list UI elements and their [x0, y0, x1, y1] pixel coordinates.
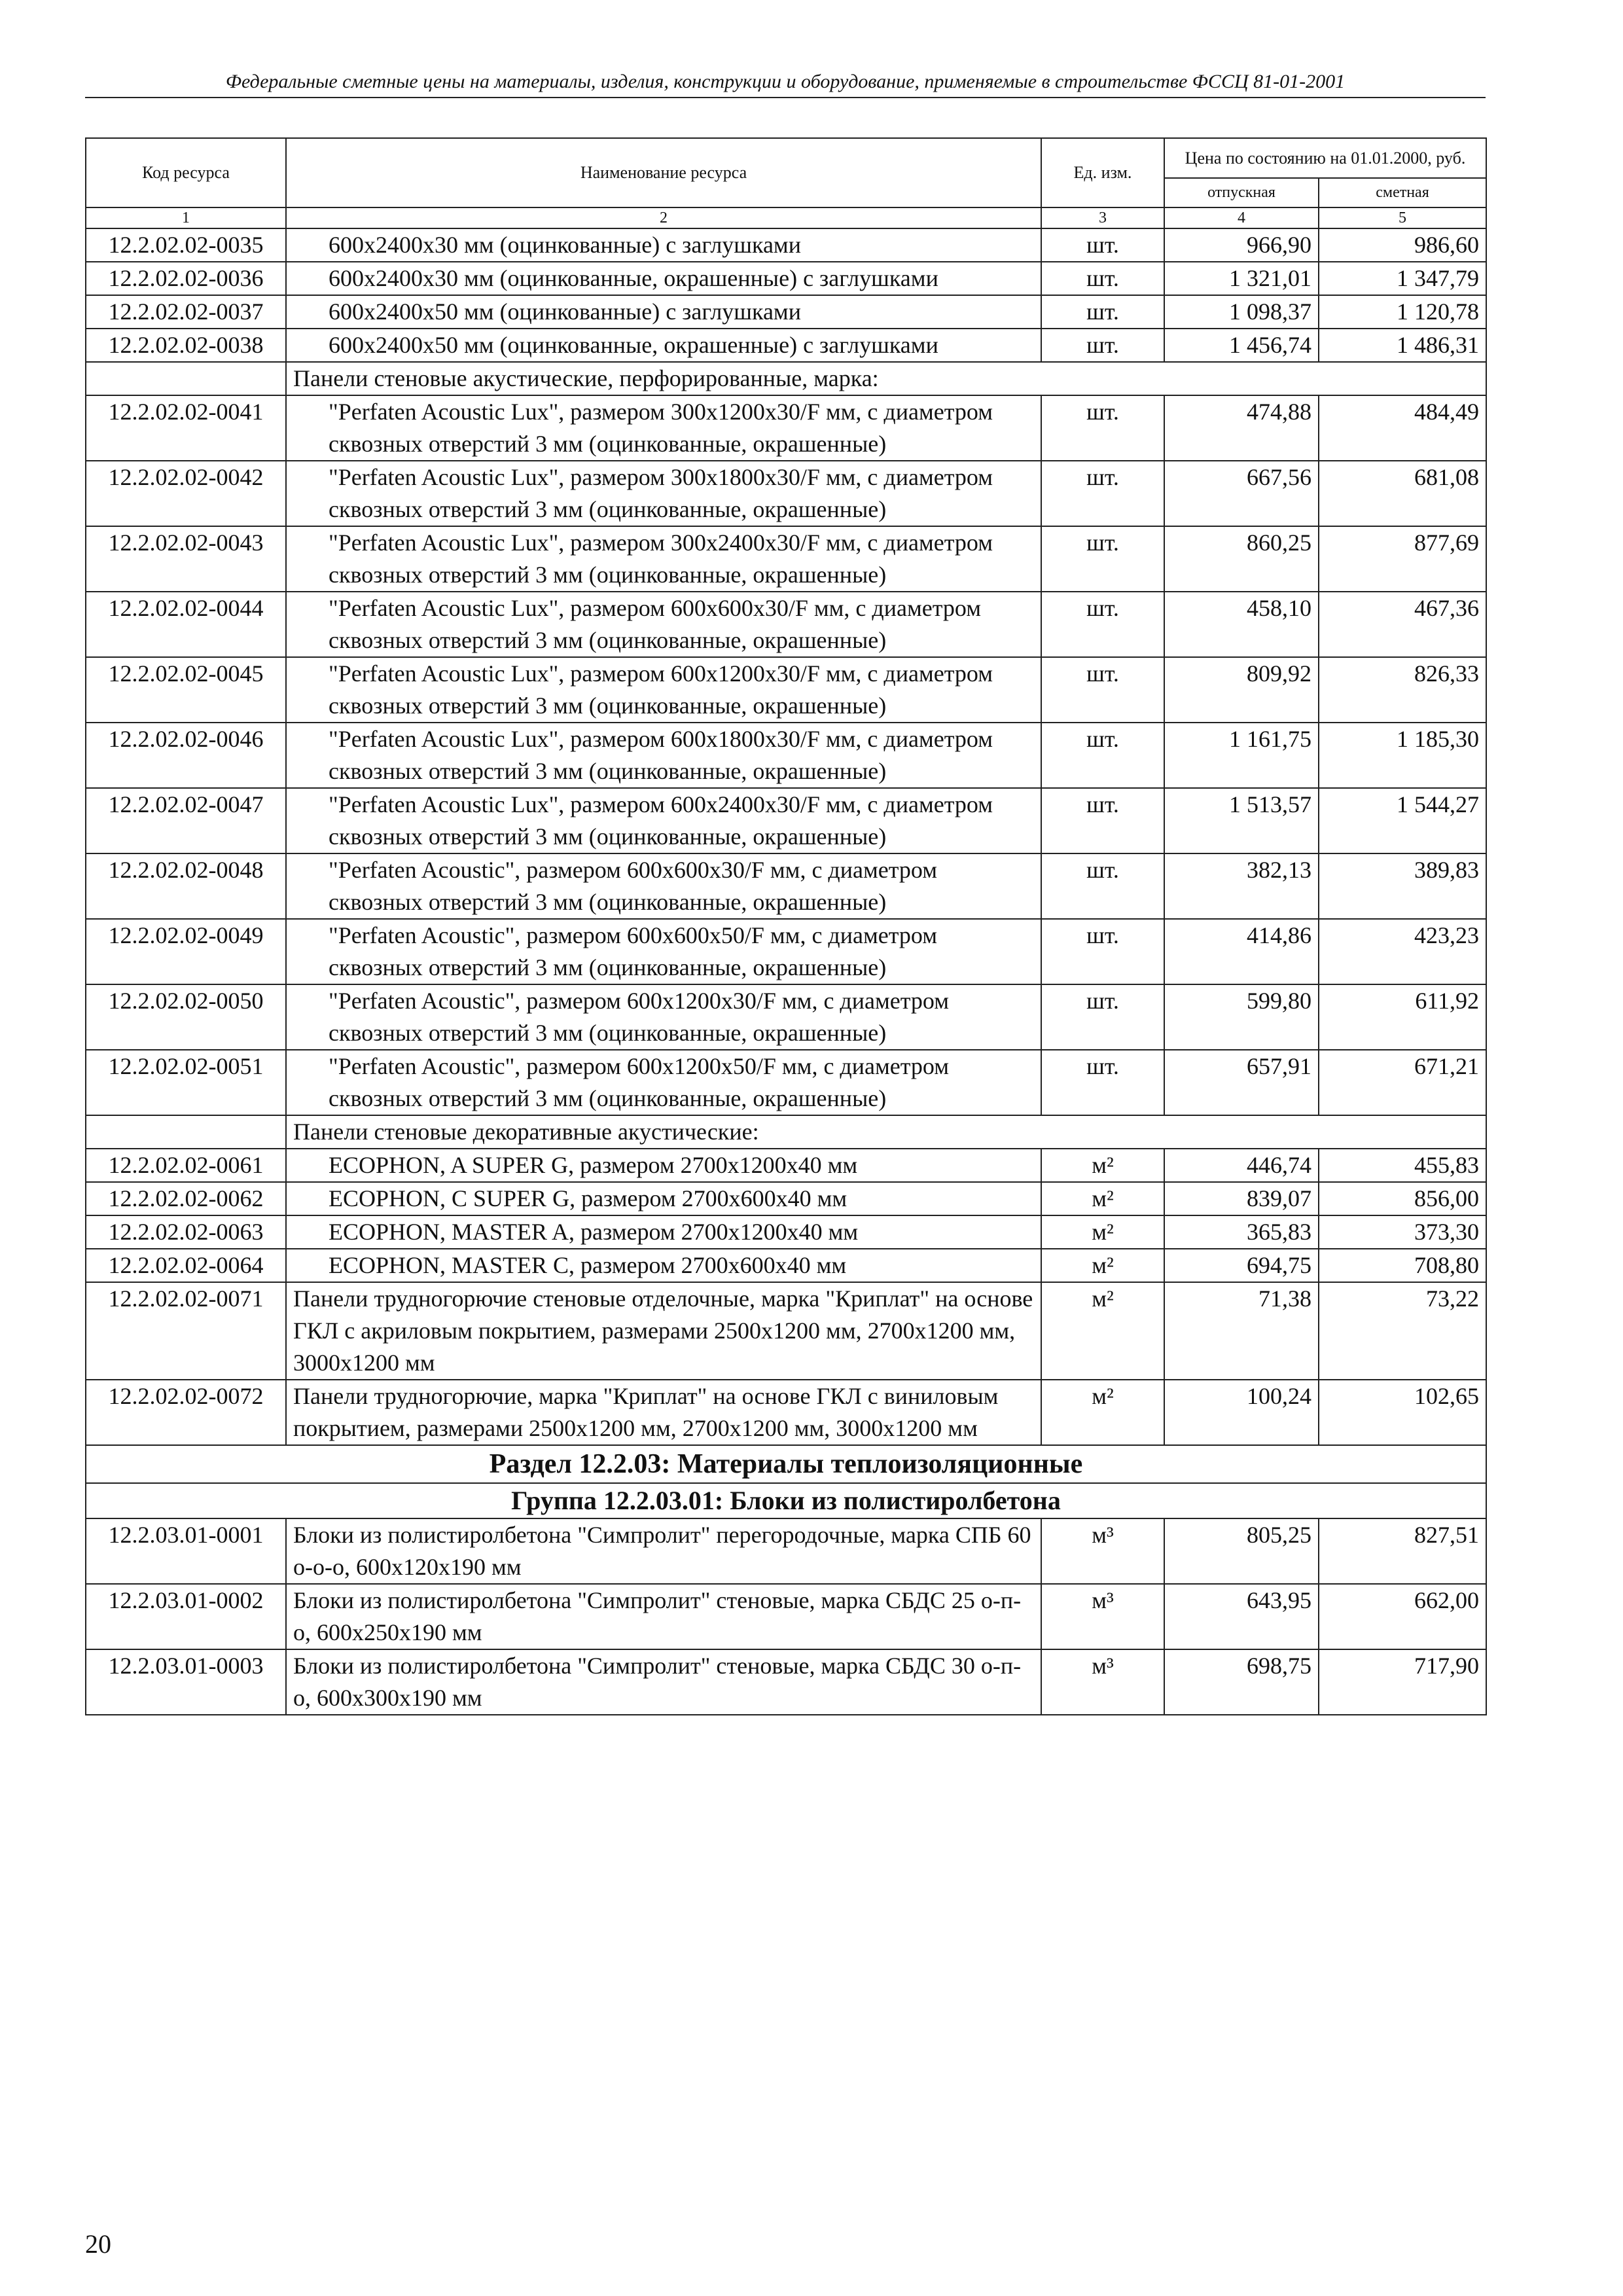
- table-row: [86, 1149, 1486, 1182]
- unit: м²: [1041, 1149, 1164, 1182]
- estimate-price: 423,23: [1319, 919, 1486, 984]
- estimate-price: 671,21: [1319, 1050, 1486, 1115]
- estimate-price: 856,00: [1319, 1182, 1486, 1215]
- resource-name-cell: [286, 984, 1041, 1050]
- group-title: Панели стеновые акустические, перфорированные, марка:: [286, 362, 1486, 395]
- unit: шт.: [1041, 329, 1164, 362]
- resource-name-cell: [286, 919, 1041, 984]
- resource-name-cell: [286, 592, 1041, 657]
- table-row: [86, 329, 1486, 362]
- estimate-price: 827,51: [1319, 1518, 1486, 1584]
- estimate-price: 1 486,31: [1319, 329, 1486, 362]
- resource-name: Блоки из полистиролбетона "Симпролит" перегородочные, марка СПБ 60 о-о-о, 600x120x190 мм: [293, 1522, 1031, 1580]
- empty-cell: [86, 362, 286, 395]
- table-row: [86, 1282, 1486, 1380]
- table-row: [86, 657, 1486, 723]
- estimate-price: 455,83: [1319, 1149, 1486, 1182]
- release-price: 839,07: [1164, 1182, 1319, 1215]
- resource-code: 12.2.03.01-0001: [86, 1518, 286, 1584]
- estimate-price: 662,00: [1319, 1584, 1486, 1649]
- resource-name: "Perfaten Acoustic", размером 600x1200x30/F мм, с диаметром сквозных отверстий 3 мм (оцинкованные, окрашенные): [329, 988, 950, 1046]
- unit: шт.: [1041, 395, 1164, 461]
- resource-code: 12.2.02.02-0035: [86, 228, 286, 262]
- table-row: [86, 984, 1486, 1050]
- resource-name-cell: [286, 1649, 1041, 1715]
- resource-code: 12.2.02.02-0063: [86, 1215, 286, 1249]
- resource-name-cell: [286, 788, 1041, 853]
- release-price: 100,24: [1164, 1380, 1319, 1445]
- resource-name: "Perfaten Acoustic Lux", размером 600x1200x30/F мм, с диаметром сквозных отверстий 3 мм (оцинкованные, окрашенные): [329, 660, 993, 719]
- unit: м²: [1041, 1249, 1164, 1282]
- group-heading-row: [86, 1483, 1486, 1518]
- estimate-price: 373,30: [1319, 1215, 1486, 1249]
- resource-name: Блоки из полистиролбетона "Симпролит" стеновые, марка СБДС 25 о-п-о, 600x250x190 мм: [293, 1587, 1022, 1645]
- col-header-name: Наименование ресурса: [286, 138, 1041, 207]
- unit: м²: [1041, 1215, 1164, 1249]
- resource-name-cell: [286, 526, 1041, 592]
- resource-code: 12.2.02.02-0062: [86, 1182, 286, 1215]
- resource-name-cell: [286, 1282, 1041, 1380]
- resource-name-cell: [286, 1050, 1041, 1115]
- release-price: 382,13: [1164, 853, 1319, 919]
- resource-name-cell: [286, 1182, 1041, 1215]
- release-price: 657,91: [1164, 1050, 1319, 1115]
- resource-code: 12.2.02.02-0047: [86, 788, 286, 853]
- resource-name: Панели трудногорючие, марка "Криплат" на основе ГКЛ с виниловым покрытием, размерами 2500x1200 мм, 2700x1200 мм, 3000x1200 мм: [293, 1383, 999, 1441]
- unit: м³: [1041, 1518, 1164, 1584]
- release-price: 1 321,01: [1164, 262, 1319, 295]
- estimate-price: 826,33: [1319, 657, 1486, 723]
- resource-name-cell: [286, 853, 1041, 919]
- release-price: 446,74: [1164, 1149, 1319, 1182]
- unit: м³: [1041, 1584, 1164, 1649]
- resource-code: 12.2.02.02-0051: [86, 1050, 286, 1115]
- group-row: [86, 362, 1486, 395]
- col-number: 3: [1041, 207, 1164, 228]
- resource-code: 12.2.02.02-0045: [86, 657, 286, 723]
- estimate-price: 389,83: [1319, 853, 1486, 919]
- unit: шт.: [1041, 919, 1164, 984]
- resource-name-cell: [286, 1149, 1041, 1182]
- resource-code: 12.2.02.02-0046: [86, 723, 286, 788]
- release-price: 966,90: [1164, 228, 1319, 262]
- col-number: 1: [86, 207, 286, 228]
- resource-name: Блоки из полистиролбетона "Симпролит" стеновые, марка СБДС 30 о-п-о, 600x300x190 мм: [293, 1653, 1022, 1711]
- unit: шт.: [1041, 461, 1164, 526]
- resource-name-cell: [286, 1584, 1041, 1649]
- table-row: [86, 853, 1486, 919]
- table-row: [86, 1584, 1486, 1649]
- group-title: Панели стеновые декоративные акустические:: [286, 1115, 1486, 1149]
- resource-name: 600x2400x30 мм (оцинкованные, окрашенные) с заглушками: [329, 265, 938, 291]
- resource-code: 12.2.02.02-0042: [86, 461, 286, 526]
- resource-code: 12.2.02.02-0064: [86, 1249, 286, 1282]
- resource-code: 12.2.02.02-0036: [86, 262, 286, 295]
- release-price: 71,38: [1164, 1282, 1319, 1380]
- resource-name-cell: [286, 1249, 1041, 1282]
- col-header-code: Код ресурса: [86, 138, 286, 207]
- resource-name-cell: [286, 657, 1041, 723]
- resource-code: 12.2.02.02-0071: [86, 1282, 286, 1380]
- page-number: 20: [85, 2229, 111, 2259]
- release-price: 1 098,37: [1164, 295, 1319, 329]
- unit: шт.: [1041, 262, 1164, 295]
- release-price: 1 161,75: [1164, 723, 1319, 788]
- release-price: 809,92: [1164, 657, 1319, 723]
- table-row: [86, 1215, 1486, 1249]
- price-table: [85, 137, 1487, 1715]
- release-price: 414,86: [1164, 919, 1319, 984]
- resource-code: 12.2.02.02-0037: [86, 295, 286, 329]
- table-row: [86, 262, 1486, 295]
- resource-code: 12.2.03.01-0003: [86, 1649, 286, 1715]
- table-row: [86, 395, 1486, 461]
- table-body: [86, 228, 1486, 1715]
- table-row: [86, 1518, 1486, 1584]
- table-row: [86, 295, 1486, 329]
- unit: шт.: [1041, 295, 1164, 329]
- resource-name: "Perfaten Acoustic", размером 600x1200x50/F мм, с диаметром сквозных отверстий 3 мм (оцинкованные, окрашенные): [329, 1053, 950, 1111]
- col-header-price: Цена по состоянию на 01.01.2000, руб.: [1164, 138, 1486, 178]
- table-row: [86, 228, 1486, 262]
- col-number: 4: [1164, 207, 1319, 228]
- col-number: 2: [286, 207, 1041, 228]
- resource-name: 600x2400x50 мм (оцинкованные) с заглушками: [329, 298, 801, 325]
- group-row: [86, 1115, 1486, 1149]
- estimate-price: 1 347,79: [1319, 262, 1486, 295]
- table-row: [86, 788, 1486, 853]
- resource-name: "Perfaten Acoustic Lux", размером 300x1800x30/F мм, с диаметром сквозных отверстий 3 мм (оцинкованные, окрашенные): [329, 464, 993, 522]
- resource-code: 12.2.02.02-0072: [86, 1380, 286, 1445]
- release-price: 805,25: [1164, 1518, 1319, 1584]
- resource-name: Панели трудногорючие стеновые отделочные, марка "Криплат" на основе ГКЛ с акриловым покрытием, размерами 2500x1200 мм, 2700x1200 мм, 3000x1200 мм: [293, 1285, 1033, 1376]
- table-row: [86, 1249, 1486, 1282]
- estimate-price: 708,80: [1319, 1249, 1486, 1282]
- unit: м²: [1041, 1182, 1164, 1215]
- estimate-price: 1 185,30: [1319, 723, 1486, 788]
- resource-name-cell: [286, 295, 1041, 329]
- estimate-price: 102,65: [1319, 1380, 1486, 1445]
- col-header-estimate: сметная: [1319, 178, 1486, 207]
- unit: шт.: [1041, 657, 1164, 723]
- unit: шт.: [1041, 228, 1164, 262]
- estimate-price: 611,92: [1319, 984, 1486, 1050]
- unit: шт.: [1041, 592, 1164, 657]
- col-header-unit: Ед. изм.: [1041, 138, 1164, 207]
- release-price: 694,75: [1164, 1249, 1319, 1282]
- resource-code: 12.2.02.02-0038: [86, 329, 286, 362]
- resource-name: ECOPHON, A SUPER G, размером 2700x1200x40 мм: [329, 1152, 858, 1178]
- unit: шт.: [1041, 723, 1164, 788]
- col-header-release: отпускная: [1164, 178, 1319, 207]
- group-heading: Группа 12.2.03.01: Блоки из полистиролбетона: [86, 1483, 1486, 1518]
- resource-code: 12.2.02.02-0048: [86, 853, 286, 919]
- resource-code: 12.2.02.02-0043: [86, 526, 286, 592]
- release-price: 458,10: [1164, 592, 1319, 657]
- estimate-price: 484,49: [1319, 395, 1486, 461]
- table-row: [86, 1649, 1486, 1715]
- resource-name-cell: [286, 395, 1041, 461]
- release-price: 474,88: [1164, 395, 1319, 461]
- estimate-price: 1 544,27: [1319, 788, 1486, 853]
- table-row: [86, 461, 1486, 526]
- page-header: Федеральные сметные цены на материалы, изделия, конструкции и оборудование, применяемые в строительстве ФССЦ 81-01-2001: [85, 71, 1486, 98]
- table-row: [86, 592, 1486, 657]
- release-price: 698,75: [1164, 1649, 1319, 1715]
- resource-name-cell: [286, 228, 1041, 262]
- resource-name: ECOPHON, MASTER A, размером 2700x1200x40 мм: [329, 1219, 859, 1245]
- unit: шт.: [1041, 853, 1164, 919]
- resource-code: 12.2.02.02-0050: [86, 984, 286, 1050]
- table-row: [86, 919, 1486, 984]
- release-price: 1 513,57: [1164, 788, 1319, 853]
- table-row: [86, 1050, 1486, 1115]
- estimate-price: 877,69: [1319, 526, 1486, 592]
- release-price: 667,56: [1164, 461, 1319, 526]
- unit: шт.: [1041, 1050, 1164, 1115]
- release-price: 1 456,74: [1164, 329, 1319, 362]
- unit: м²: [1041, 1380, 1164, 1445]
- table-row: [86, 723, 1486, 788]
- resource-name: 600x2400x50 мм (оцинкованные, окрашенные) с заглушками: [329, 332, 938, 358]
- resource-code: 12.2.03.01-0002: [86, 1584, 286, 1649]
- section-title: Раздел 12.2.03: Материалы теплоизоляционные: [86, 1445, 1486, 1483]
- unit: шт.: [1041, 788, 1164, 853]
- estimate-price: 467,36: [1319, 592, 1486, 657]
- resource-name: "Perfaten Acoustic", размером 600x600x50/F мм, с диаметром сквозных отверстий 3 мм (оцинкованные, окрашенные): [329, 922, 938, 980]
- estimate-price: 986,60: [1319, 228, 1486, 262]
- unit: шт.: [1041, 984, 1164, 1050]
- resource-name: "Perfaten Acoustic", размером 600x600x30/F мм, с диаметром сквозных отверстий 3 мм (оцинкованные, окрашенные): [329, 857, 938, 915]
- release-price: 860,25: [1164, 526, 1319, 592]
- resource-name: ECOPHON, C SUPER G, размером 2700x600x40 мм: [329, 1185, 847, 1211]
- unit: м³: [1041, 1649, 1164, 1715]
- section-row: [86, 1445, 1486, 1483]
- resource-code: 12.2.02.02-0061: [86, 1149, 286, 1182]
- resource-name: "Perfaten Acoustic Lux", размером 300x2400x30/F мм, с диаметром сквозных отверстий 3 мм (оцинкованные, окрашенные): [329, 529, 993, 588]
- resource-code: 12.2.02.02-0041: [86, 395, 286, 461]
- resource-name-cell: [286, 461, 1041, 526]
- estimate-price: 1 120,78: [1319, 295, 1486, 329]
- table-row: [86, 526, 1486, 592]
- release-price: 643,95: [1164, 1584, 1319, 1649]
- col-number: 5: [1319, 207, 1486, 228]
- resource-code: 12.2.02.02-0049: [86, 919, 286, 984]
- resource-name-cell: [286, 723, 1041, 788]
- resource-name: "Perfaten Acoustic Lux", размером 600x2400x30/F мм, с диаметром сквозных отверстий 3 мм (оцинкованные, окрашенные): [329, 791, 993, 850]
- resource-name-cell: [286, 1215, 1041, 1249]
- resource-name-cell: [286, 262, 1041, 295]
- resource-name-cell: [286, 1518, 1041, 1584]
- resource-name: "Perfaten Acoustic Lux", размером 600x1800x30/F мм, с диаметром сквозных отверстий 3 мм (оцинкованные, окрашенные): [329, 726, 993, 784]
- unit: шт.: [1041, 526, 1164, 592]
- release-price: 365,83: [1164, 1215, 1319, 1249]
- resource-code: 12.2.02.02-0044: [86, 592, 286, 657]
- resource-name: 600x2400x30 мм (оцинкованные) с заглушками: [329, 232, 801, 258]
- table-row: [86, 1182, 1486, 1215]
- table-row: [86, 1380, 1486, 1445]
- resource-name: "Perfaten Acoustic Lux", размером 300x1200x30/F мм, с диаметром сквозных отверстий 3 мм (оцинкованные, окрашенные): [329, 399, 993, 457]
- resource-name-cell: [286, 1380, 1041, 1445]
- estimate-price: 681,08: [1319, 461, 1486, 526]
- estimate-price: 73,22: [1319, 1282, 1486, 1380]
- release-price: 599,80: [1164, 984, 1319, 1050]
- unit: м²: [1041, 1282, 1164, 1380]
- resource-name-cell: [286, 329, 1041, 362]
- resource-name: ECOPHON, MASTER C, размером 2700x600x40 мм: [329, 1252, 847, 1278]
- estimate-price: 717,90: [1319, 1649, 1486, 1715]
- empty-cell: [86, 1115, 286, 1149]
- resource-name: "Perfaten Acoustic Lux", размером 600x600x30/F мм, с диаметром сквозных отверстий 3 мм (оцинкованные, окрашенные): [329, 595, 981, 653]
